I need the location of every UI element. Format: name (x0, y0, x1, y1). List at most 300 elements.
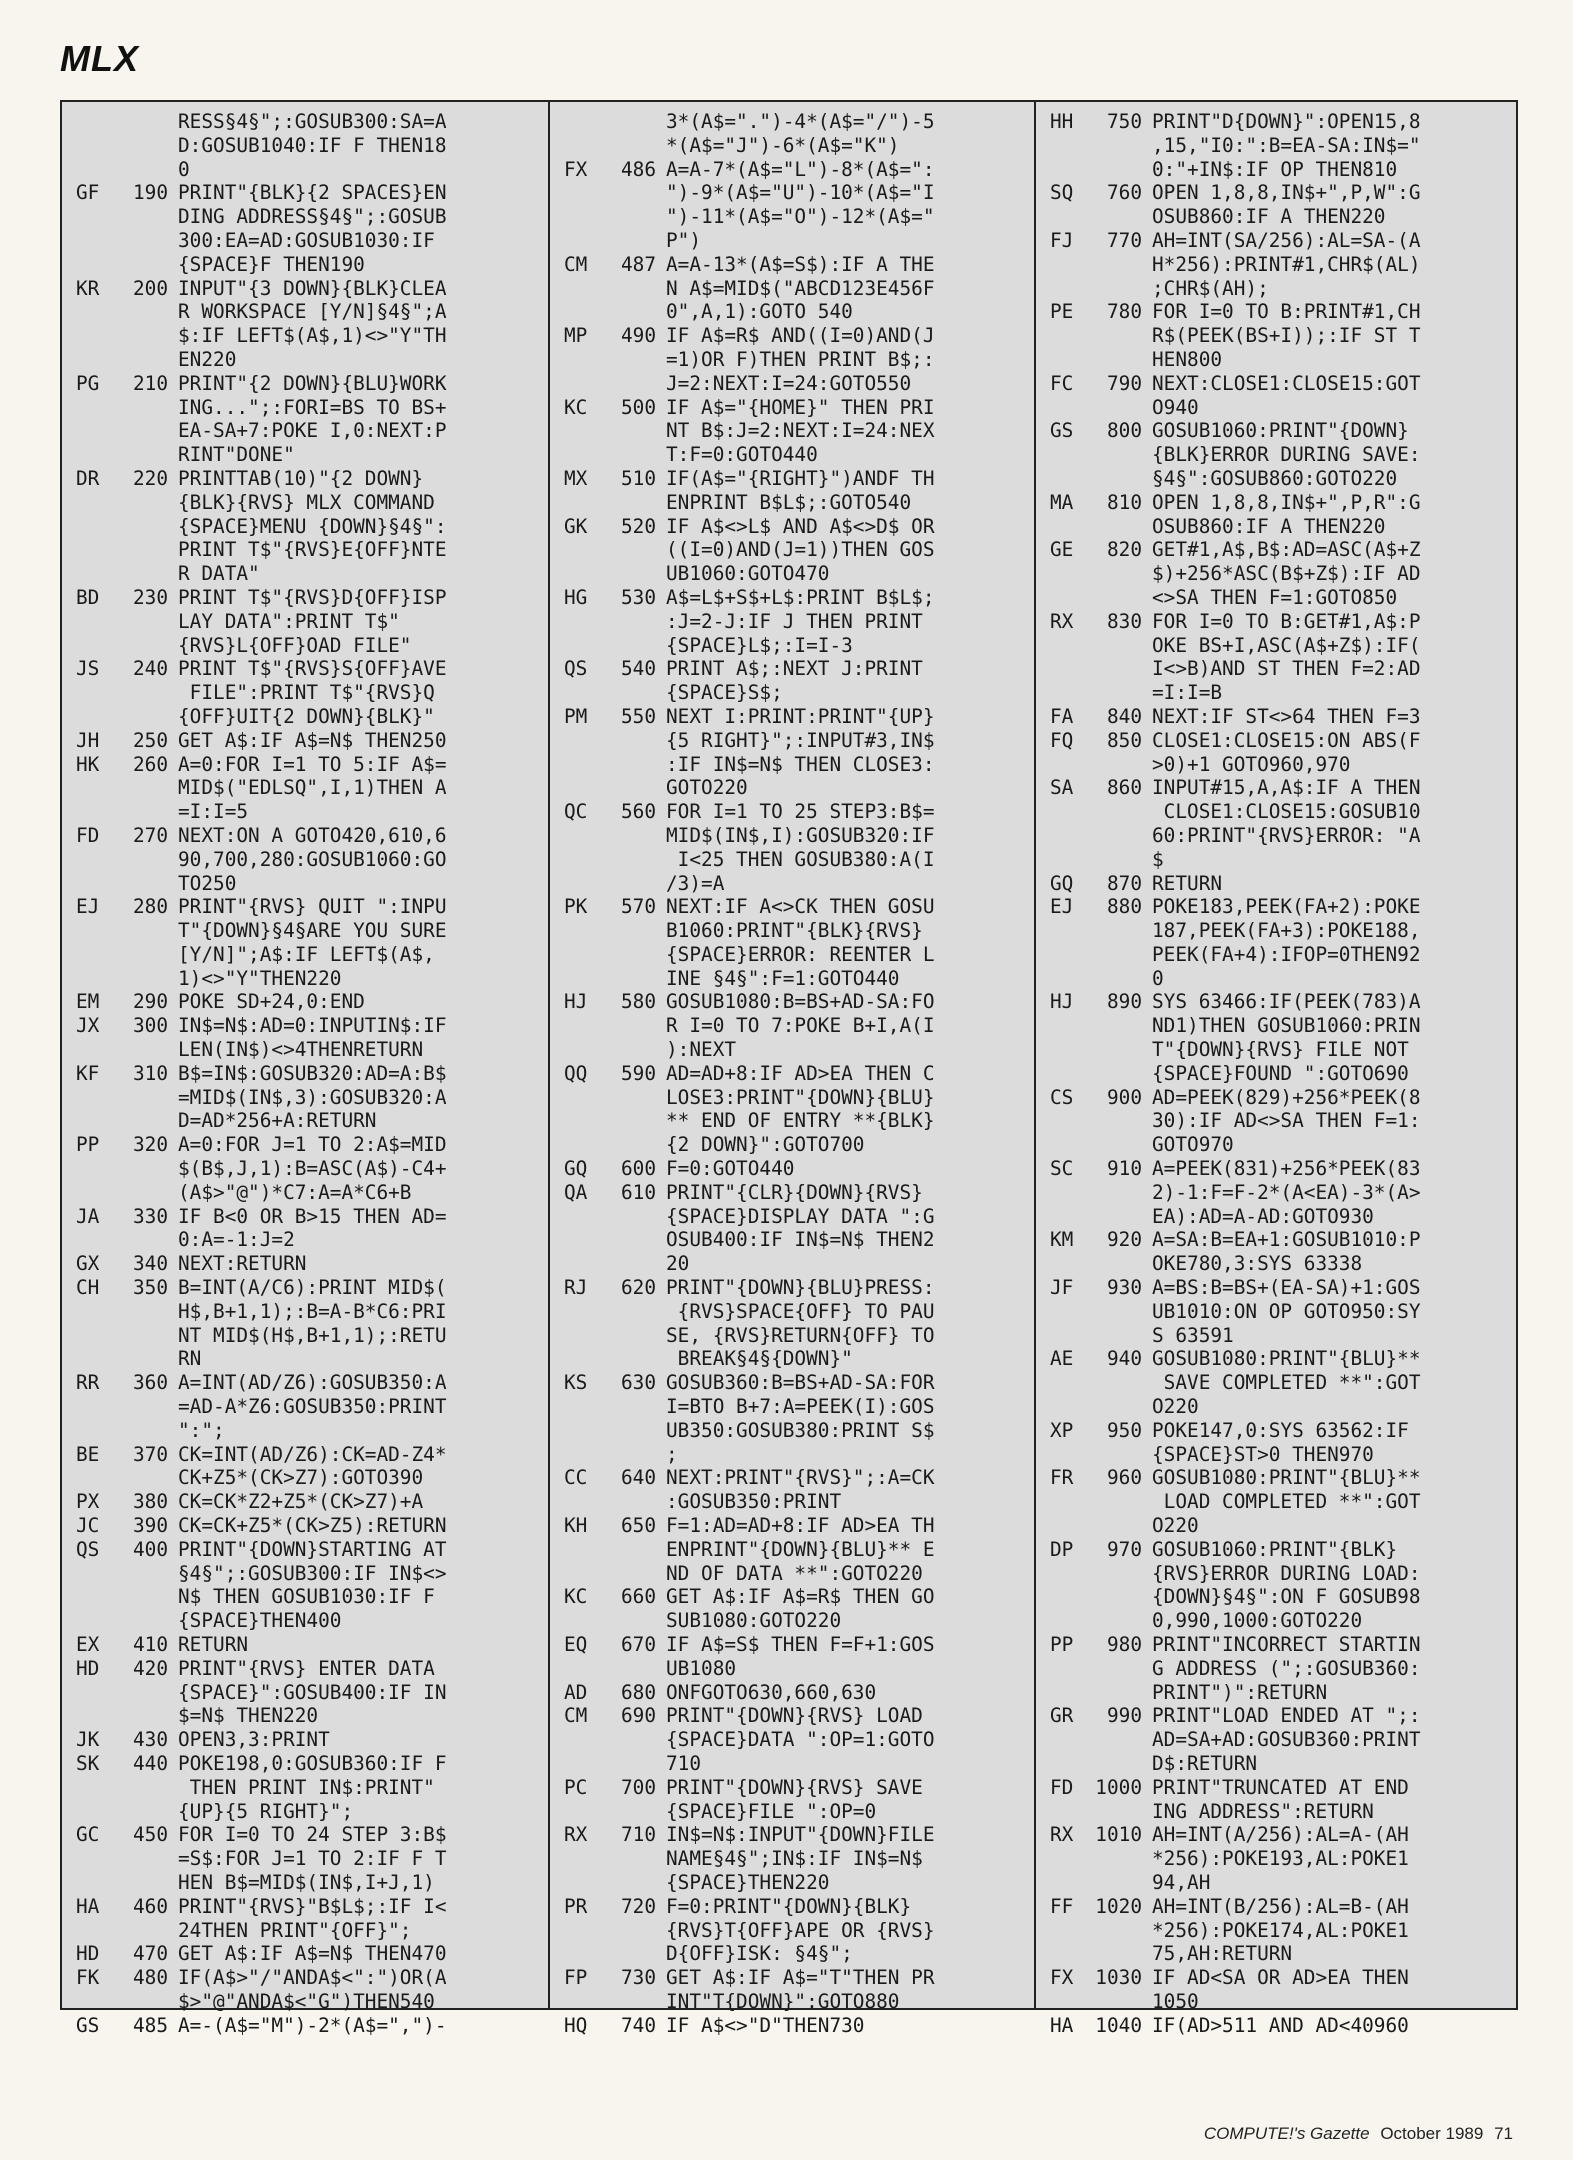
checksum: HK (76, 752, 100, 776)
code-text: D$:RETURN (1152, 1751, 1258, 1775)
code-text: CK=INT(AD/Z6):CK=AD-Z4* (178, 1442, 447, 1466)
code-text: GOTO970 (1152, 1133, 1234, 1157)
code-text: IF(AD>511 AND AD<40960 (1152, 2013, 1409, 2037)
code-line (1036, 1585, 1516, 1609)
code-line (1036, 1538, 1516, 1562)
code-line (1036, 1633, 1516, 1657)
code-text: MID$("EDLSQ",I,1)THEN A (178, 776, 447, 800)
code-text: ENPRINT B$L$;:GOTO540 (666, 490, 912, 514)
code-line (62, 419, 548, 443)
code-line (550, 1228, 1034, 1252)
code-text: NEXT:IF ST<>64 THEN F=3 (1152, 704, 1421, 728)
code-text: ((I=0)AND(J=1))THEN GOS (666, 538, 935, 562)
line-number: 890 (1106, 990, 1142, 1014)
code-text: =I:I=5 (178, 800, 249, 824)
line-number: 770 (1106, 228, 1142, 252)
listing-column-2 (548, 102, 1034, 2037)
listing-column-3 (1034, 102, 1516, 2037)
checksum: JH (76, 728, 100, 752)
code-line (1036, 1990, 1516, 2014)
checksum: RR (76, 1371, 100, 1395)
code-line (1036, 1514, 1516, 1538)
code-text: A=BS:B=BS+(EA-SA)+1:GOS (1152, 1276, 1421, 1300)
checksum: QQ (564, 1061, 588, 1085)
code-line (1036, 1871, 1516, 1895)
code-text: F=0:GOTO440 (666, 1157, 795, 1181)
code-text: PRINT"{DOWN}STARTING AT (178, 1537, 447, 1561)
code-text: P") (666, 228, 702, 252)
checksum: FQ (1050, 728, 1074, 752)
code-text: B1060:PRINT"{BLK}{RVS} (666, 919, 923, 943)
code-line (62, 1681, 548, 1705)
code-text: EN220 (178, 347, 237, 371)
code-text: A=A-7*(A$="L")-8*(A$=": (666, 157, 935, 181)
code-text: OPEN3,3:PRINT (178, 1728, 330, 1752)
code-text: GOSUB1060:PRINT"{DOWN} (1152, 419, 1409, 443)
code-text: LAY DATA":PRINT T$" (178, 609, 400, 633)
code-text: {BLK}ERROR DURING SAVE: (1152, 443, 1421, 467)
issue-date: October 1989 (1380, 2124, 1484, 2143)
code-text: N$ THEN GOSUB1030:IF F (178, 1585, 435, 1609)
code-line (1036, 300, 1516, 324)
code-line (62, 1490, 548, 1514)
code-line (62, 872, 548, 896)
code-text: O220 (1152, 1395, 1199, 1419)
code-text: 1)<>"Y"THEN220 (178, 966, 342, 990)
code-text: [Y/N]";A$:IF LEFT$(A$, (178, 942, 435, 966)
code-line (1036, 895, 1516, 919)
code-text: R I=0 TO 7:POKE B+I,A(I (666, 1014, 935, 1038)
checksum: GQ (1050, 871, 1074, 895)
code-text: CK=CK+Z5*(CK>Z5):RETURN (178, 1514, 447, 1538)
code-text: FOR I=0 TO 24 STEP 3:B$ (178, 1823, 447, 1847)
line-number: 910 (1106, 1157, 1142, 1181)
code-line (62, 158, 548, 182)
code-line (62, 1300, 548, 1324)
code-text: INE §4§":F=1:GOTO440 (666, 966, 900, 990)
checksum: KC (564, 1585, 588, 1609)
line-number: 190 (132, 181, 168, 205)
code-line (550, 1324, 1034, 1348)
line-number: 520 (620, 514, 656, 538)
code-line (1036, 753, 1516, 777)
line-number: 1020 (1095, 1894, 1142, 1918)
code-text: *256):POKE174,AL:POKE1 (1152, 1918, 1409, 1942)
code-line (62, 1062, 548, 1086)
code-text: N A$=MID$("ABCD123E456F (666, 276, 935, 300)
code-text: NT MID$(H$,B+1,1);:RETU (178, 1323, 447, 1347)
code-line (550, 1538, 1034, 1562)
code-line (1036, 229, 1516, 253)
checksum: GX (76, 1252, 100, 1276)
line-number: 270 (132, 823, 168, 847)
code-line (62, 1919, 548, 1943)
code-text: {OFF}UIT{2 DOWN}{BLK}" (178, 704, 435, 728)
code-line (1036, 1324, 1516, 1348)
code-text: A=INT(AD/Z6):GOSUB350:A (178, 1371, 447, 1395)
code-line (1036, 324, 1516, 348)
code-line (550, 753, 1034, 777)
code-line (62, 1371, 548, 1395)
code-line (1036, 657, 1516, 681)
code-text: ING...";:FORI=BS TO BS+ (178, 395, 447, 419)
code-text: $>"@"ANDA$<"G")THEN540 (178, 1989, 435, 2013)
code-text: PRINT"{RVS}"B$L$;:IF I< (178, 1894, 447, 1918)
code-text: PRINT"D{DOWN}":OPEN15,8 (1152, 110, 1421, 133)
code-text: FOR I=0 TO B:PRINT#1,CH (1152, 300, 1421, 324)
line-number: 590 (620, 1061, 656, 1085)
code-text: A=-(A$="M")-2*(A$=",")- (178, 2013, 447, 2037)
code-line (62, 1823, 548, 1847)
line-number: 760 (1106, 181, 1142, 205)
line-number: 780 (1106, 300, 1142, 324)
code-line (550, 538, 1034, 562)
code-line (62, 443, 548, 467)
line-number: 710 (620, 1823, 656, 1847)
code-text: A=0:FOR J=1 TO 2:A$=MID (178, 1133, 447, 1157)
code-text: 90,700,280:GOSUB1060:GO (178, 847, 447, 871)
code-line (1036, 1657, 1516, 1681)
checksum: XP (1050, 1418, 1074, 1442)
code-line (1036, 158, 1516, 182)
checksum: GS (76, 2013, 100, 2037)
code-text: CLOSE1:CLOSE15:GOSUB10 (1152, 800, 1421, 824)
checksum: GR (1050, 1704, 1074, 1728)
checksum: SQ (1050, 181, 1074, 205)
line-number: 410 (132, 1633, 168, 1656)
code-line (1036, 467, 1516, 491)
code-line (62, 1228, 548, 1252)
code-line (550, 634, 1034, 658)
code-line (550, 681, 1034, 705)
checksum: DR (76, 466, 100, 490)
code-line (62, 705, 548, 729)
checksum: PR (564, 1894, 588, 1918)
code-text: 24THEN PRINT"{OFF}"; (178, 1918, 412, 1942)
line-number: 485 (132, 2013, 168, 2037)
checksum: FA (1050, 704, 1074, 728)
checksum: JC (76, 1514, 100, 1538)
checksum: HH (1050, 110, 1074, 133)
line-number: 730 (620, 1966, 656, 1990)
code-text: {SPACE}ST>0 THEN970 (1152, 1442, 1374, 1466)
line-number: 390 (132, 1514, 168, 1538)
line-number: 990 (1106, 1704, 1142, 1728)
code-line (1036, 1466, 1516, 1490)
code-text: ND OF DATA **":GOTO220 (666, 1561, 923, 1585)
code-line (1036, 396, 1516, 420)
code-line (62, 1419, 548, 1443)
code-text: PRINT"{DOWN}{BLU}PRESS: (666, 1276, 935, 1300)
checksum: FR (1050, 1466, 1074, 1490)
code-text: PRINT"INCORRECT STARTIN (1152, 1633, 1421, 1656)
line-number: 487 (620, 252, 656, 276)
code-line (550, 1966, 1034, 1990)
code-line (62, 990, 548, 1014)
code-line (550, 1347, 1034, 1371)
code-text: AH=INT(B/256):AL=B-(AH (1152, 1894, 1409, 1918)
code-text: PRINT"{DOWN}{RVS} SAVE (666, 1775, 923, 1799)
code-text: ")-11*(A$="O")-12*(A$=" (666, 205, 935, 229)
code-line (550, 181, 1034, 205)
code-text: NEXT:PRINT"{RVS}";:A=CK (666, 1466, 935, 1490)
checksum: RJ (564, 1276, 588, 1300)
code-text: OKE780,3:SYS 63338 (1152, 1252, 1363, 1276)
line-number: 800 (1106, 419, 1142, 443)
code-line (62, 634, 548, 658)
listing-column-1 (62, 102, 548, 2037)
code-line (62, 1347, 548, 1371)
code-text: EA):AD=A-AD:GOTO930 (1152, 1204, 1374, 1228)
code-line (1036, 776, 1516, 800)
code-line (62, 1109, 548, 1133)
code-line (550, 776, 1034, 800)
line-number: 820 (1106, 538, 1142, 562)
section-title: MLX (60, 38, 139, 79)
code-text: {SPACE}THEN400 (178, 1609, 342, 1633)
code-line (62, 348, 548, 372)
code-text: =S$:FOR J=1 TO 2:IF F T (178, 1847, 447, 1871)
code-text: SE, {RVS}RETURN{OFF} TO (666, 1323, 935, 1347)
code-text: CK=CK*Z2+Z5*(CK>Z7)+A (178, 1490, 424, 1514)
code-text: NEXT:IF A<>CK THEN GOSU (666, 895, 935, 919)
code-line (1036, 491, 1516, 515)
code-line (1036, 1205, 1516, 1229)
checksum: GK (564, 514, 588, 538)
checksum: AE (1050, 1347, 1074, 1371)
code-line (62, 1609, 548, 1633)
code-text: GET A$:IF A$=R$ THEN GO (666, 1585, 935, 1609)
code-line (1036, 1443, 1516, 1467)
code-text: AD=SA+AD:GOSUB360:PRINT (1152, 1728, 1421, 1752)
code-text: NEXT:CLOSE1:CLOSE15:GOT (1152, 371, 1421, 395)
code-line (1036, 2014, 1516, 2038)
code-text: DING ADDRESS§4§";:GOSUB (178, 205, 447, 229)
code-line (1036, 943, 1516, 967)
checksum: RX (1050, 609, 1074, 633)
code-text: UB1010:ON OP GOTO950:SY (1152, 1299, 1421, 1323)
line-number: 370 (132, 1442, 168, 1466)
code-text: SYS 63466:IF(PEEK(783)A (1152, 990, 1421, 1014)
line-number: 690 (620, 1704, 656, 1728)
checksum: KM (1050, 1228, 1074, 1252)
checksum: EQ (564, 1633, 588, 1656)
checksum: JK (76, 1728, 100, 1752)
line-number: 610 (620, 1180, 656, 1204)
code-text: {SPACE}F THEN190 (178, 252, 365, 276)
code-line (62, 1633, 548, 1657)
code-text: =AD-A*Z6:GOSUB350:PRINT (178, 1395, 447, 1419)
code-line (1036, 1800, 1516, 1824)
line-number: 900 (1106, 1085, 1142, 1109)
code-text: GET A$:IF A$=N$ THEN250 (178, 728, 447, 752)
code-text: NEXT:ON A GOTO420,610,6 (178, 823, 447, 847)
line-number: 790 (1106, 371, 1142, 395)
code-line (550, 419, 1034, 443)
checksum: QS (564, 657, 588, 681)
code-line (550, 1895, 1034, 1919)
code-text: INPUT#15,A,A$:IF A THEN (1152, 776, 1421, 800)
checksum: HJ (1050, 990, 1074, 1014)
code-line (62, 1538, 548, 1562)
code-line (1036, 919, 1516, 943)
code-text: PRINT"{2 DOWN}{BLU}WORK (178, 371, 447, 395)
code-line (1036, 1371, 1516, 1395)
code-text: PRINT A$;:NEXT J:PRINT (666, 657, 923, 681)
code-text: D{OFF}ISK: §4§"; (666, 1942, 853, 1966)
code-line (62, 1562, 548, 1586)
code-text: AH=INT(A/256):AL=A-(AH (1152, 1823, 1409, 1847)
code-line (62, 753, 548, 777)
code-text: GET A$:IF A$=N$ THEN470 (178, 1942, 447, 1966)
code-line (1036, 1181, 1516, 1205)
code-line (62, 253, 548, 277)
code-text: OPEN 1,8,8,IN$+",P,W":G (1152, 181, 1421, 205)
checksum: KH (564, 1514, 588, 1538)
code-text: ND1)THEN GOSUB1060:PRIN (1152, 1014, 1421, 1038)
code-line (62, 1728, 548, 1752)
code-text: AD=AD+8:IF AD>EA THEN C (666, 1061, 935, 1085)
code-line (62, 800, 548, 824)
checksum: PP (76, 1133, 100, 1157)
code-text: NEXT I:PRINT:PRINT"{UP} (666, 704, 935, 728)
checksum: PE (1050, 300, 1074, 324)
code-text: RETURN (178, 1633, 249, 1656)
code-line (550, 1919, 1034, 1943)
code-line (1036, 990, 1516, 1014)
line-number: 380 (132, 1490, 168, 1514)
line-number: 320 (132, 1133, 168, 1157)
line-number: 530 (620, 585, 656, 609)
code-text: F=0:PRINT"{DOWN}{BLK} (666, 1894, 912, 1918)
code-text: TO250 (178, 871, 237, 895)
code-line (550, 1466, 1034, 1490)
code-line (1036, 443, 1516, 467)
code-text: B=INT(A/C6):PRINT MID$( (178, 1276, 447, 1300)
code-line (62, 657, 548, 681)
line-number: 450 (132, 1823, 168, 1847)
code-line (1036, 515, 1516, 539)
code-line (62, 181, 548, 205)
code-line (1036, 1276, 1516, 1300)
line-number: 750 (1106, 110, 1142, 133)
code-line (62, 1800, 548, 1824)
line-number: 600 (620, 1157, 656, 1181)
code-text: AH=INT(SA/256):AL=SA-(A (1152, 228, 1421, 252)
code-line (62, 229, 548, 253)
code-line (1036, 1157, 1516, 1181)
code-line (1036, 253, 1516, 277)
code-text: §4§":GOSUB860:GOTO220 (1152, 466, 1398, 490)
line-number: 440 (132, 1751, 168, 1775)
line-number: 250 (132, 728, 168, 752)
code-line (62, 491, 548, 515)
code-text: PRINT"TRUNCATED AT END (1152, 1775, 1409, 1799)
code-line (1036, 610, 1516, 634)
code-line (62, 1966, 548, 1990)
checksum: BD (76, 585, 100, 609)
code-line (550, 1562, 1034, 1586)
code-line (62, 586, 548, 610)
code-text: {UP}{5 RIGHT}"; (178, 1799, 354, 1823)
code-line (1036, 372, 1516, 396)
code-text: 300:EA=AD:GOSUB1030:IF (178, 228, 435, 252)
code-text: POKE SD+24,0:END (178, 990, 365, 1014)
code-text: ;CHR$(AH); (1152, 276, 1269, 300)
page-footer (1198, 2124, 1513, 2144)
code-text: =I:I=B (1152, 681, 1223, 705)
code-text: G ADDRESS (";:GOSUB360: (1152, 1656, 1421, 1680)
code-line (550, 1847, 1034, 1871)
checksum: FD (1050, 1775, 1074, 1799)
code-text: {RVS}SPACE{OFF} TO PAU (666, 1299, 935, 1323)
line-number: 660 (620, 1585, 656, 1609)
code-line (62, 1871, 548, 1895)
code-text: UB1060:GOTO470 (666, 562, 830, 586)
code-text: >0)+1 GOTO960,970 (1152, 752, 1351, 776)
code-line (1036, 1752, 1516, 1776)
code-text: FILE":PRINT T$"{RVS}Q (178, 681, 435, 705)
code-line (550, 562, 1034, 586)
code-line (550, 277, 1034, 301)
code-line (550, 491, 1034, 515)
code-text: {SPACE}S$; (666, 681, 783, 705)
checksum: GF (76, 181, 100, 205)
code-text: D=AD*256+A:RETURN (178, 1109, 377, 1133)
code-line (62, 848, 548, 872)
code-text: {RVS}L{OFF}OAD FILE" (178, 633, 412, 657)
line-number: 340 (132, 1252, 168, 1276)
code-line (550, 205, 1034, 229)
code-line (1036, 1490, 1516, 1514)
checksum: HG (564, 585, 588, 609)
code-text: 20 (666, 1252, 690, 1276)
checksum: KC (564, 395, 588, 419)
code-text: IN$=N$:INPUT"{DOWN}FILE (666, 1823, 935, 1847)
code-line (550, 1181, 1034, 1205)
code-text: ):NEXT (666, 1038, 737, 1062)
code-text: IF A$<>L$ AND A$<>D$ OR (666, 514, 935, 538)
code-text: THEN PRINT IN$:PRINT" (178, 1775, 435, 1799)
line-number: 310 (132, 1061, 168, 1085)
code-text: {5 RIGHT}";:INPUT#3,IN$ (666, 728, 935, 752)
code-text: PRINT"{DOWN}{RVS} LOAD (666, 1704, 923, 1728)
code-line (550, 1371, 1034, 1395)
checksum: JA (76, 1204, 100, 1228)
code-text: FOR I=0 TO B:GET#1,A$:P (1152, 609, 1421, 633)
code-text: ** END OF ENTRY **{BLK} (666, 1109, 935, 1133)
code-text: ING ADDRESS":RETURN (1152, 1799, 1374, 1823)
code-line (1036, 1395, 1516, 1419)
code-text: T"{DOWN}{RVS} FILE NOT (1152, 1038, 1409, 1062)
code-line (62, 610, 548, 634)
code-line (62, 1038, 548, 1062)
code-text: A=SA:B=EA+1:GOSUB1010:P (1152, 1228, 1421, 1252)
code-line (62, 919, 548, 943)
checksum: HA (76, 1894, 100, 1918)
checksum: JF (1050, 1276, 1074, 1300)
code-text: {SPACE}DISPLAY DATA ":G (666, 1204, 935, 1228)
code-text: 0:A=-1:J=2 (178, 1228, 295, 1252)
code-text: FOR I=1 TO 25 STEP3:B$= (666, 800, 935, 824)
code-line (550, 1609, 1034, 1633)
checksum: CM (564, 1704, 588, 1728)
checksum: FC (1050, 371, 1074, 395)
code-line (1036, 348, 1516, 372)
code-line (550, 110, 1034, 134)
checksum: QA (564, 1180, 588, 1204)
code-text: INT"T{DOWN}":GOTO880 (666, 1989, 900, 2013)
